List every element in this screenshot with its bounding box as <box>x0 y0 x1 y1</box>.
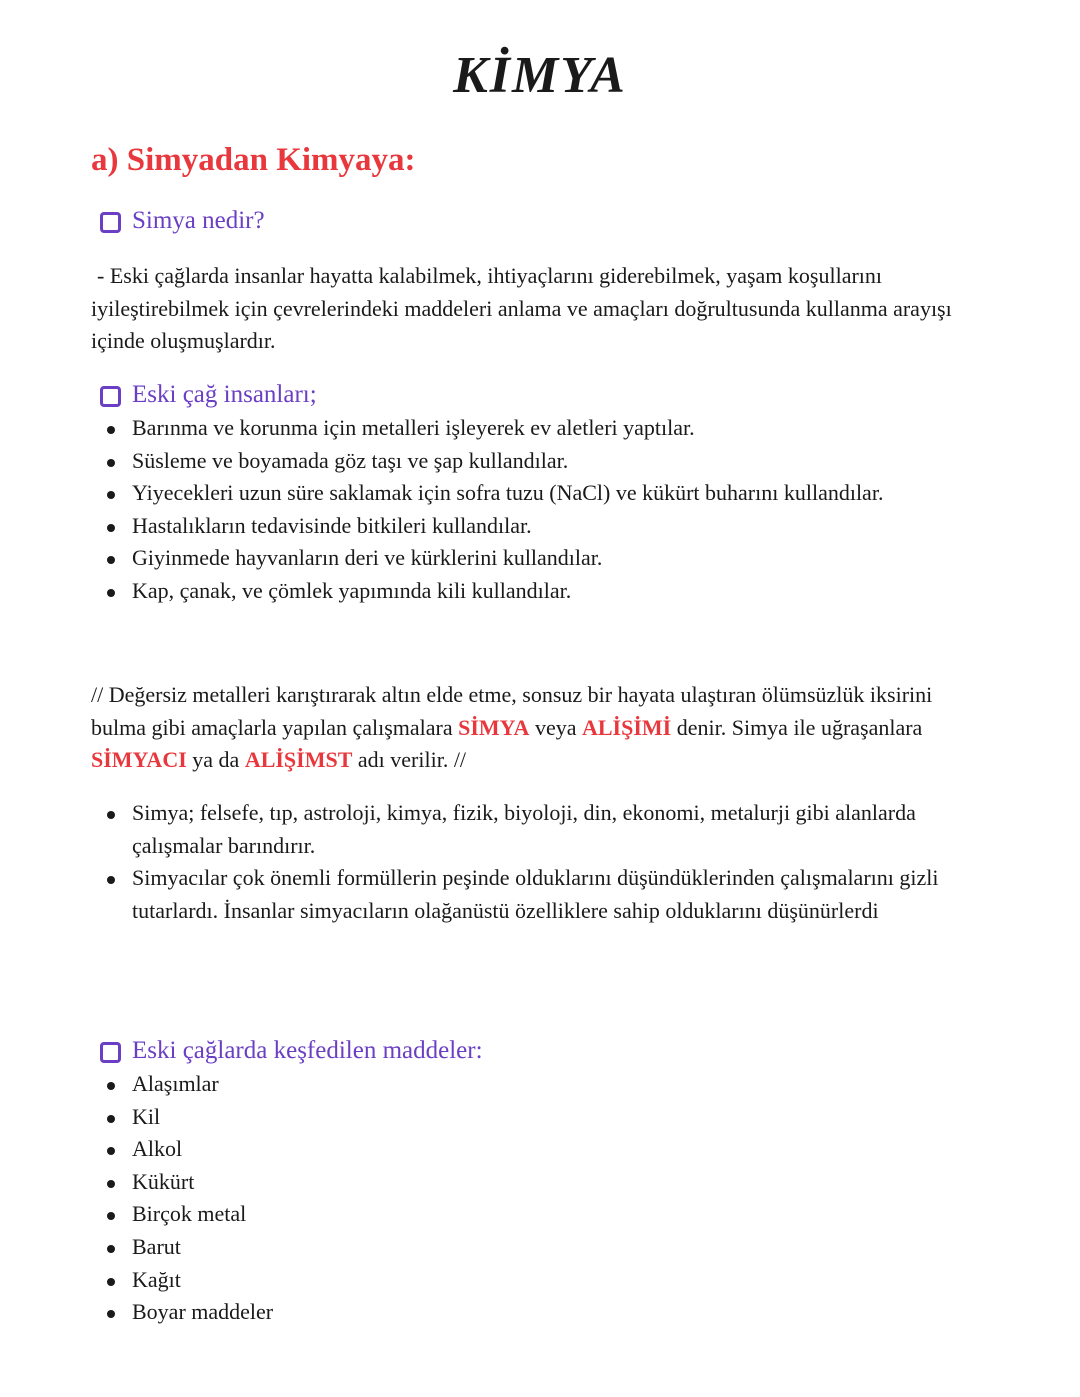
definition-text: veya <box>529 714 582 740</box>
kesfedilen-maddeler-list <box>100 1068 990 1329</box>
term-simyaci: SİMYACI <box>91 747 187 772</box>
subheading-label: Simya nedir? <box>132 207 265 234</box>
definition-text: // Değersiz metalleri karıştırarak altın elde etme, sonsuz bir hayata ulaştıran ölümsüzlük iksirini bulma gibi amaçlarla yapılan çalışmalara <box>91 682 933 740</box>
list-item: Giyinmede hayvanların deri ve kürklerini kullandılar. <box>100 542 990 575</box>
list-item: Boyar maddeler <box>100 1296 990 1329</box>
list-item: Kap, çanak, ve çömlek yapımında kili kullandılar. <box>100 575 990 608</box>
checkbox-square-icon <box>100 386 121 407</box>
subheading-label: Eski çağ insanları; <box>132 381 317 408</box>
subheading-simya-nedir <box>100 205 265 237</box>
checkbox-square-icon <box>100 1042 121 1063</box>
term-simya: SİMYA <box>458 714 530 740</box>
list-item: Barınma ve korunma için metalleri işleyerek ev aletleri yaptılar. <box>100 412 990 445</box>
term-alisimi: ALİŞİMİ <box>581 714 672 740</box>
checkbox-square-icon <box>100 212 121 233</box>
subheading-label: Eski çağlarda keşfedilen maddeler: <box>132 1037 483 1064</box>
eski-cag-list <box>100 412 990 608</box>
list-item: Alaşımlar <box>100 1068 990 1101</box>
list-item: Hastalıkların tedavisinde bitkileri kullandılar. <box>100 510 990 543</box>
list-item: Barut <box>100 1231 990 1264</box>
subheading-kesfedilen-maddeler <box>100 1035 483 1067</box>
list-item: Birçok metal <box>100 1198 990 1231</box>
subheading-eski-cag-insanlari <box>100 379 317 411</box>
list-item: Kil <box>100 1101 990 1134</box>
definition-text: denir. Simya ile uğraşanlara <box>671 714 923 740</box>
list-item: Alkol <box>100 1133 990 1166</box>
list-item: Simyacılar çok önemli formüllerin peşinde olduklarını düşündüklerinden çalışmalarını gizli tutarlardı. İnsanlar simyacıların olağanüstü özelliklere sahip olduklarını düşünürlerdi <box>100 862 980 927</box>
simya-notes-list <box>100 797 980 927</box>
list-item: Kükürt <box>100 1166 990 1199</box>
list-item: Süsleme ve boyamada göz taşı ve şap kullandılar. <box>100 445 990 478</box>
page-title: KİMYA <box>453 47 627 104</box>
list-item: Simya; felsefe, tıp, astroloji, kimya, fizik, biyoloji, din, ekonomi, metalurji gibi alanlarda çalışmalar barındırır. <box>100 797 980 862</box>
term-alisimst: ALİŞİMST <box>244 747 353 772</box>
simya-definition-paragraph <box>91 679 971 777</box>
intro-paragraph: - Eski çağlarda insanlar hayatta kalabilmek, ihtiyaçlarını giderebilmek, yaşam koşullarını iyileştirebilmek için çevrelerindeki maddeleri anlama ve amaçları doğrultusunda kullanma arayışı içinde oluşmuşlardır. <box>91 263 952 353</box>
definition-text: ya da <box>186 747 245 772</box>
definition-text: adı verilir. // <box>352 747 467 772</box>
list-item: Kağıt <box>100 1264 990 1297</box>
section-heading: a) Simyadan Kimyaya: <box>91 142 416 178</box>
list-item: Yiyecekleri uzun süre saklamak için sofra tuzu (NaCl) ve kükürt buharını kullandılar. <box>100 477 990 510</box>
